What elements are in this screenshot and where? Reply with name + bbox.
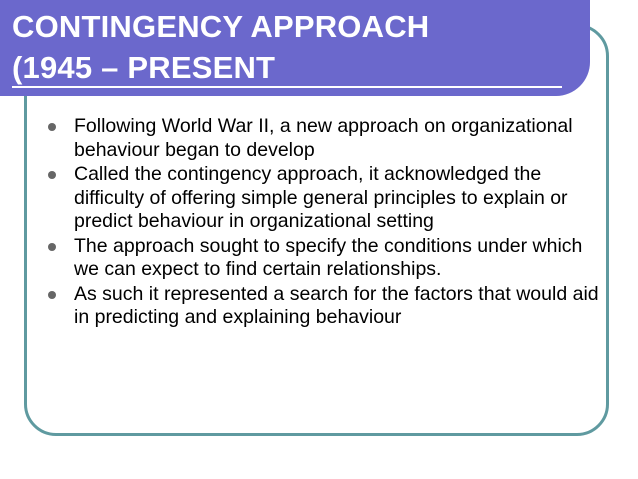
bullet-dot-icon (48, 123, 56, 131)
bullet-item (46, 163, 606, 234)
bullet-list (46, 115, 606, 331)
slide-title (12, 6, 429, 88)
bullet-dot-icon (48, 291, 56, 299)
title-line-1: CONTINGENCY APPROACH (12, 9, 430, 44)
bullet-text: The approach sought to specify the conditions under which we can expect to find certain relationships. (74, 234, 583, 280)
bullet-item (46, 235, 606, 282)
bullet-text: Called the contingency approach, it acknowledged the difficulty of offering simple general principles to explain or predict behaviour in organizational setting (74, 163, 568, 232)
bullet-item (46, 115, 606, 162)
bullet-dot-icon (48, 243, 56, 251)
title-bar (0, 0, 590, 96)
title-underline (12, 86, 562, 88)
bullet-text: As such it represented a search for the factors that would aid in predicting and explaining behaviour (74, 282, 599, 328)
bullet-dot-icon (48, 171, 56, 179)
title-line-2: (1945 – PRESENT (12, 50, 276, 85)
bullet-text: Following World War II, a new approach on organizational behaviour began to develop (74, 115, 573, 161)
bullet-item (46, 283, 606, 330)
